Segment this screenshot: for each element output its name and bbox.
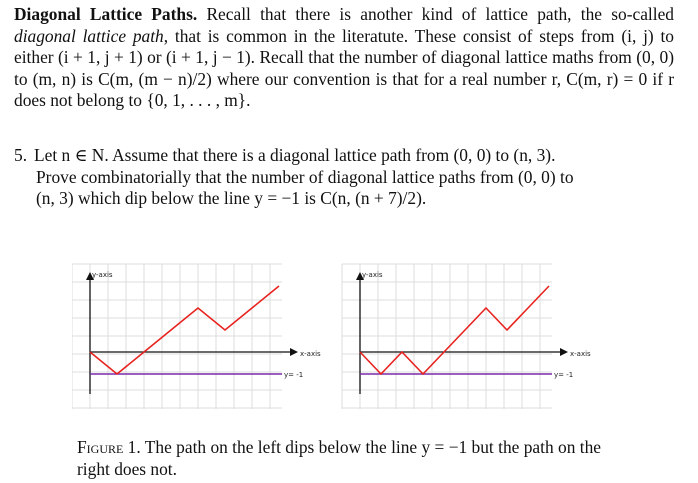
caption-label: Figure 1. — [77, 437, 141, 457]
figure-1 — [72, 244, 612, 412]
line-label: y= -1 — [554, 371, 574, 379]
lattice-path-left — [90, 286, 279, 374]
x-axis-label: x-axis — [570, 350, 591, 358]
problem-number: 5. — [14, 145, 28, 165]
intro-text-1: Recall that there is another kind of lattice path, the so-called — [197, 4, 675, 24]
intro-paragraph — [14, 4, 674, 112]
figure-left-panel — [72, 264, 321, 409]
problem-line-2: Prove combinatorially that the number of diagonal lattice paths from (0, 0) to — [36, 166, 574, 187]
problem-line-1: Let n ∈ N. Assume that there is a diagonal lattice path from (0, 0) to (n, 3). — [34, 145, 556, 165]
figure-caption — [77, 436, 617, 480]
figure-right-panel — [342, 264, 591, 409]
intro-text-2: , that is common in the literatute. These consist of steps from (i, j) to either (i + 1, j + 1) or (i + 1, j − 1). Recall that the number of diagonal lattice maths from (0, 0) to (m, n) is C(m, (m − n)/2) where our convention is that for a real number r, C(m, r) = 0 if r does not belong to {0, 1, . . . , m}. — [14, 25, 674, 111]
lattice-path-right — [360, 286, 549, 374]
caption-text: The path on the left dips below the line y = −1 but the path on the right does not. — [77, 437, 601, 479]
x-axis-arrowhead — [290, 348, 298, 356]
line-label: y= -1 — [284, 371, 304, 379]
problem-5 — [14, 145, 674, 210]
y-axis-label: y-axis — [362, 271, 383, 279]
y-axis-label: y-axis — [92, 271, 113, 279]
intro-heading: Diagonal Lattice Paths. — [14, 4, 198, 24]
x-axis-label: x-axis — [300, 350, 321, 358]
problem-line-3: (n, 3) which dip below the line y = −1 is C(n, (n + 7)/2). — [36, 188, 427, 209]
x-axis-arrowhead — [560, 348, 568, 356]
intro-term: diagonal lattice path — [14, 25, 164, 46]
